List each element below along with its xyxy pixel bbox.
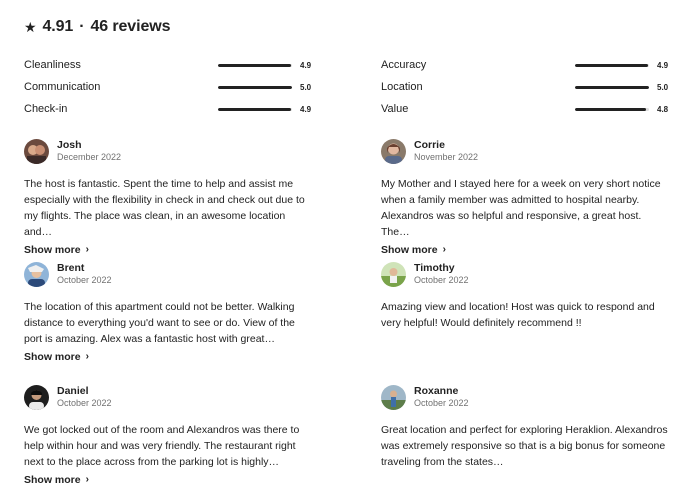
rating-label: Communication bbox=[24, 81, 101, 93]
overall-rating: 4.91 bbox=[42, 18, 74, 35]
reviewer-name: Josh bbox=[57, 139, 82, 152]
category-ratings bbox=[24, 54, 676, 120]
summary-separator: · bbox=[79, 18, 85, 35]
rating-row-cleanliness bbox=[24, 54, 316, 76]
review-card bbox=[381, 261, 681, 331]
rating-score: 4.9 bbox=[300, 60, 312, 70]
rating-label: Accuracy bbox=[381, 59, 427, 71]
rating-score: 4.9 bbox=[300, 104, 312, 114]
reviewer-info bbox=[414, 262, 469, 285]
chevron-right-icon: › bbox=[85, 351, 89, 362]
reviews-summary bbox=[24, 18, 170, 36]
rating-label: Location bbox=[381, 81, 423, 93]
review-date: December 2022 bbox=[57, 151, 122, 162]
show-more-button[interactable] bbox=[24, 474, 89, 486]
avatar[interactable] bbox=[24, 262, 49, 287]
rating-fill bbox=[575, 86, 649, 89]
avatar[interactable] bbox=[381, 139, 406, 164]
reviewer-info bbox=[57, 385, 112, 408]
review-count[interactable]: 46 reviews bbox=[90, 18, 171, 35]
review-card bbox=[24, 261, 324, 365]
rating-row-value bbox=[381, 98, 673, 120]
star-icon: ★ bbox=[24, 19, 37, 35]
rating-bar bbox=[218, 64, 292, 67]
rating-row-accuracy bbox=[381, 54, 673, 76]
review-date: October 2022 bbox=[57, 274, 112, 285]
rating-score: 4.9 bbox=[657, 60, 669, 70]
rating-label: Value bbox=[381, 103, 409, 115]
rating-bar bbox=[575, 86, 649, 89]
reviewer-name: Daniel bbox=[57, 385, 89, 398]
show-more-button[interactable] bbox=[24, 351, 89, 363]
reviewer-name: Roxanne bbox=[414, 385, 459, 398]
reviewer-info bbox=[57, 262, 112, 285]
rating-fill bbox=[218, 86, 292, 89]
reviewer-name: Timothy bbox=[414, 262, 455, 275]
reviewer bbox=[381, 261, 681, 287]
chevron-right-icon: › bbox=[85, 244, 89, 255]
chevron-right-icon: › bbox=[442, 244, 446, 255]
show-more-label: Show more bbox=[381, 244, 438, 256]
rating-fill bbox=[218, 64, 291, 67]
ratings-right-column bbox=[381, 54, 673, 120]
reviewer-info bbox=[414, 139, 478, 162]
show-more-label: Show more bbox=[24, 351, 81, 363]
reviewer bbox=[381, 138, 681, 164]
review-date: October 2022 bbox=[414, 397, 469, 408]
rating-label: Cleanliness bbox=[24, 59, 81, 71]
review-text: Great location and perfect for exploring Heraklion. Alexandros was extremely responsive so that is a big bonus for someone traveling from the states… bbox=[381, 424, 668, 468]
rating-score: 5.0 bbox=[657, 82, 669, 92]
review-card bbox=[24, 384, 324, 488]
rating-row-location bbox=[381, 76, 673, 98]
reviewer bbox=[24, 384, 324, 410]
rating-score: 5.0 bbox=[300, 82, 312, 92]
rating-fill bbox=[218, 108, 291, 111]
rating-row-check-in bbox=[24, 98, 316, 120]
review-text: The location of this apartment could not be better. Walking distance to everything you'd want to see or do. View of the port is amazing. Alex was a fantastic host with great… bbox=[24, 301, 295, 345]
rating-row-communication bbox=[24, 76, 316, 98]
review-text: My Mother and I stayed here for a week on very short notice when a family member was admitted to hospital nearby. Alexandros was so helpful and responsive, a great host. The… bbox=[381, 178, 661, 238]
show-more-label: Show more bbox=[24, 244, 81, 256]
ratings-left-column bbox=[24, 54, 316, 120]
avatar[interactable] bbox=[24, 139, 49, 164]
reviewer-info bbox=[57, 139, 121, 162]
reviewer bbox=[24, 138, 324, 164]
rating-bar bbox=[575, 108, 649, 111]
rating-fill bbox=[575, 108, 646, 111]
review-card bbox=[381, 138, 681, 258]
rating-score: 4.8 bbox=[657, 104, 669, 114]
review-date: October 2022 bbox=[57, 397, 112, 408]
review-text: We got locked out of the room and Alexandros was there to help within hour and was very friendly. The restaurant right next to the place across from the parking lot is highly… bbox=[24, 424, 300, 468]
rating-label: Check-in bbox=[24, 103, 68, 115]
show-more-button[interactable] bbox=[24, 244, 89, 256]
show-more-label: Show more bbox=[24, 474, 81, 486]
chevron-right-icon: › bbox=[85, 474, 89, 485]
rating-bar bbox=[218, 86, 292, 89]
reviewer-info bbox=[414, 385, 469, 408]
review-card bbox=[24, 138, 324, 258]
reviewer bbox=[381, 384, 681, 410]
review-text: The host is fantastic. Spent the time to help and assist me especially with the flexibility in check in and check out due to my flights. The place was clean, in an awesome location and… bbox=[24, 178, 305, 238]
reviewer-name: Brent bbox=[57, 262, 85, 275]
avatar[interactable] bbox=[24, 385, 49, 410]
review-date: October 2022 bbox=[414, 274, 469, 285]
show-more-button[interactable] bbox=[381, 244, 446, 256]
rating-bar bbox=[218, 108, 292, 111]
rating-bar bbox=[575, 64, 649, 67]
avatar[interactable] bbox=[381, 262, 406, 287]
reviewer bbox=[24, 261, 324, 287]
review-card bbox=[381, 384, 681, 470]
review-date: November 2022 bbox=[414, 151, 479, 162]
rating-fill bbox=[575, 64, 648, 67]
reviewer-name: Corrie bbox=[414, 139, 445, 152]
avatar[interactable] bbox=[381, 385, 406, 410]
review-text: Amazing view and location! Host was quick to respond and very helpful! Would definitely recommend !! bbox=[381, 301, 655, 329]
